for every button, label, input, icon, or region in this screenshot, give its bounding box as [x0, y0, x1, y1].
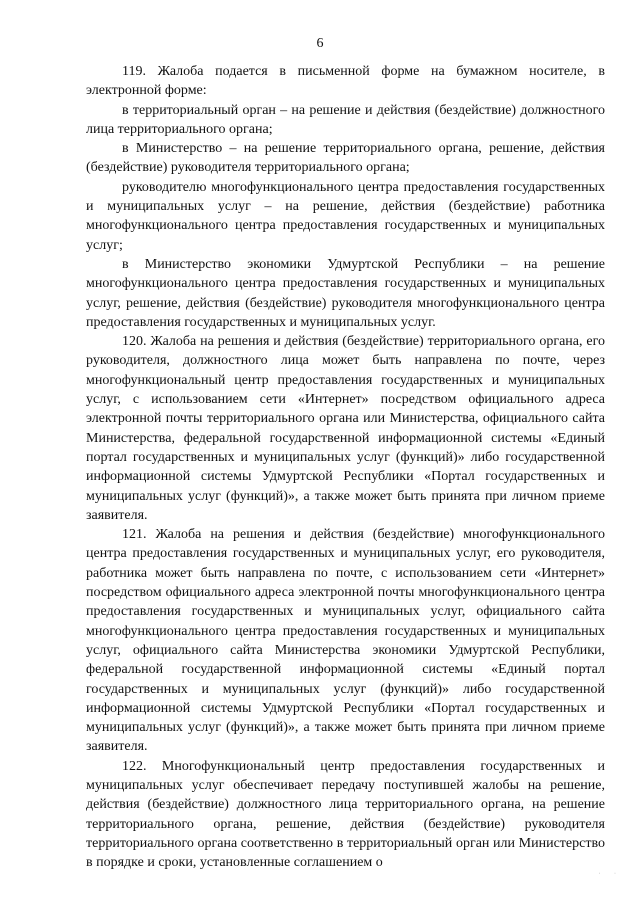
paragraph-121: 121. Жалоба на решения и действия (бездействие) многофункционального центра предоставления государственных и муниципальных услуг, его руководителя, работника может быть направлена по почте, с использованием сети «Интернет» посредством официального адреса электронной почты многофункционального центра предоставления государственных и муниципальных услуг, официального сайта многофункционального центра предоставления государственных и муниципальных услуг, официального сайта Министерства экономики Удмуртской Республики, федеральной государственной информационной системы «Единый портал государственных и муниципальных услуг (функций)» либо государственной информационной системы Удмуртской Республики «Портал государственных и муниципальных услуг (функций)», а также может быть принята при личном приеме заявителя.	[86, 527, 605, 755]
paragraph-119-item-economy-ministry: в Министерство экономики Удмуртской Республики – на решение многофункционального центра предоставления государственных и муниципальных услуг, решение, действия (бездействие) руководителя многофункционального центра предоставления государственных и муниципальных услуг.	[86, 256, 605, 330]
paragraph-119-item-ministry: в Министерство – на решение территориального органа, решение, действия (бездействие) руководителя территориального органа;	[86, 141, 605, 176]
scan-specks: · ·	[598, 871, 622, 877]
paragraph-122: 122. Многофункциональный центр предоставления государственных и муниципальных услуг обеспечивает передачу поступившей жалобы на решение, действия (бездействие) должностного лица территориального органа, на решение территориального органа, решение, действия (бездействие) руководителя территориального органа соответственно в территориальный орган или Министерство в порядке и сроки, установленные соглашением о	[86, 758, 605, 871]
paragraph-119-item-mfc-head: руководителю многофункционального центра предоставления государственных и муниципальных услуг – на решение, действия (бездействие) работника многофункционального центра предоставления государственных и муниципальных услуг;	[86, 179, 605, 253]
paragraph-119-item-territorial: в территориальный орган – на решение и действия (бездействие) должностного лица территориального органа;	[86, 102, 605, 137]
paragraph-120: 120. Жалоба на решения и действия (бездействие) территориального органа, его руководителя, должностного лица может быть направлена по почте, через многофункциональный центр предоставления государственных и муниципальных услуг, с использованием сети «Интернет» посредством официального адреса электронной почты территориального органа или Министерства, официального сайта Министерства, федеральной государственной информационной системы «Единый портал государственных и муниципальных услуг (функций)» либо государственной информационной системы Удмуртской Республики «Портал государственных и муниципальных услуг (функций)», а также может быть принята при личном приеме заявителя.	[86, 334, 605, 523]
paragraph-119-intro: 119. Жалоба подается в письменной форме на бумажном носителе, в электронной форме:	[86, 64, 605, 99]
document-body	[86, 62, 605, 872]
page-number: 6	[316, 36, 324, 51]
